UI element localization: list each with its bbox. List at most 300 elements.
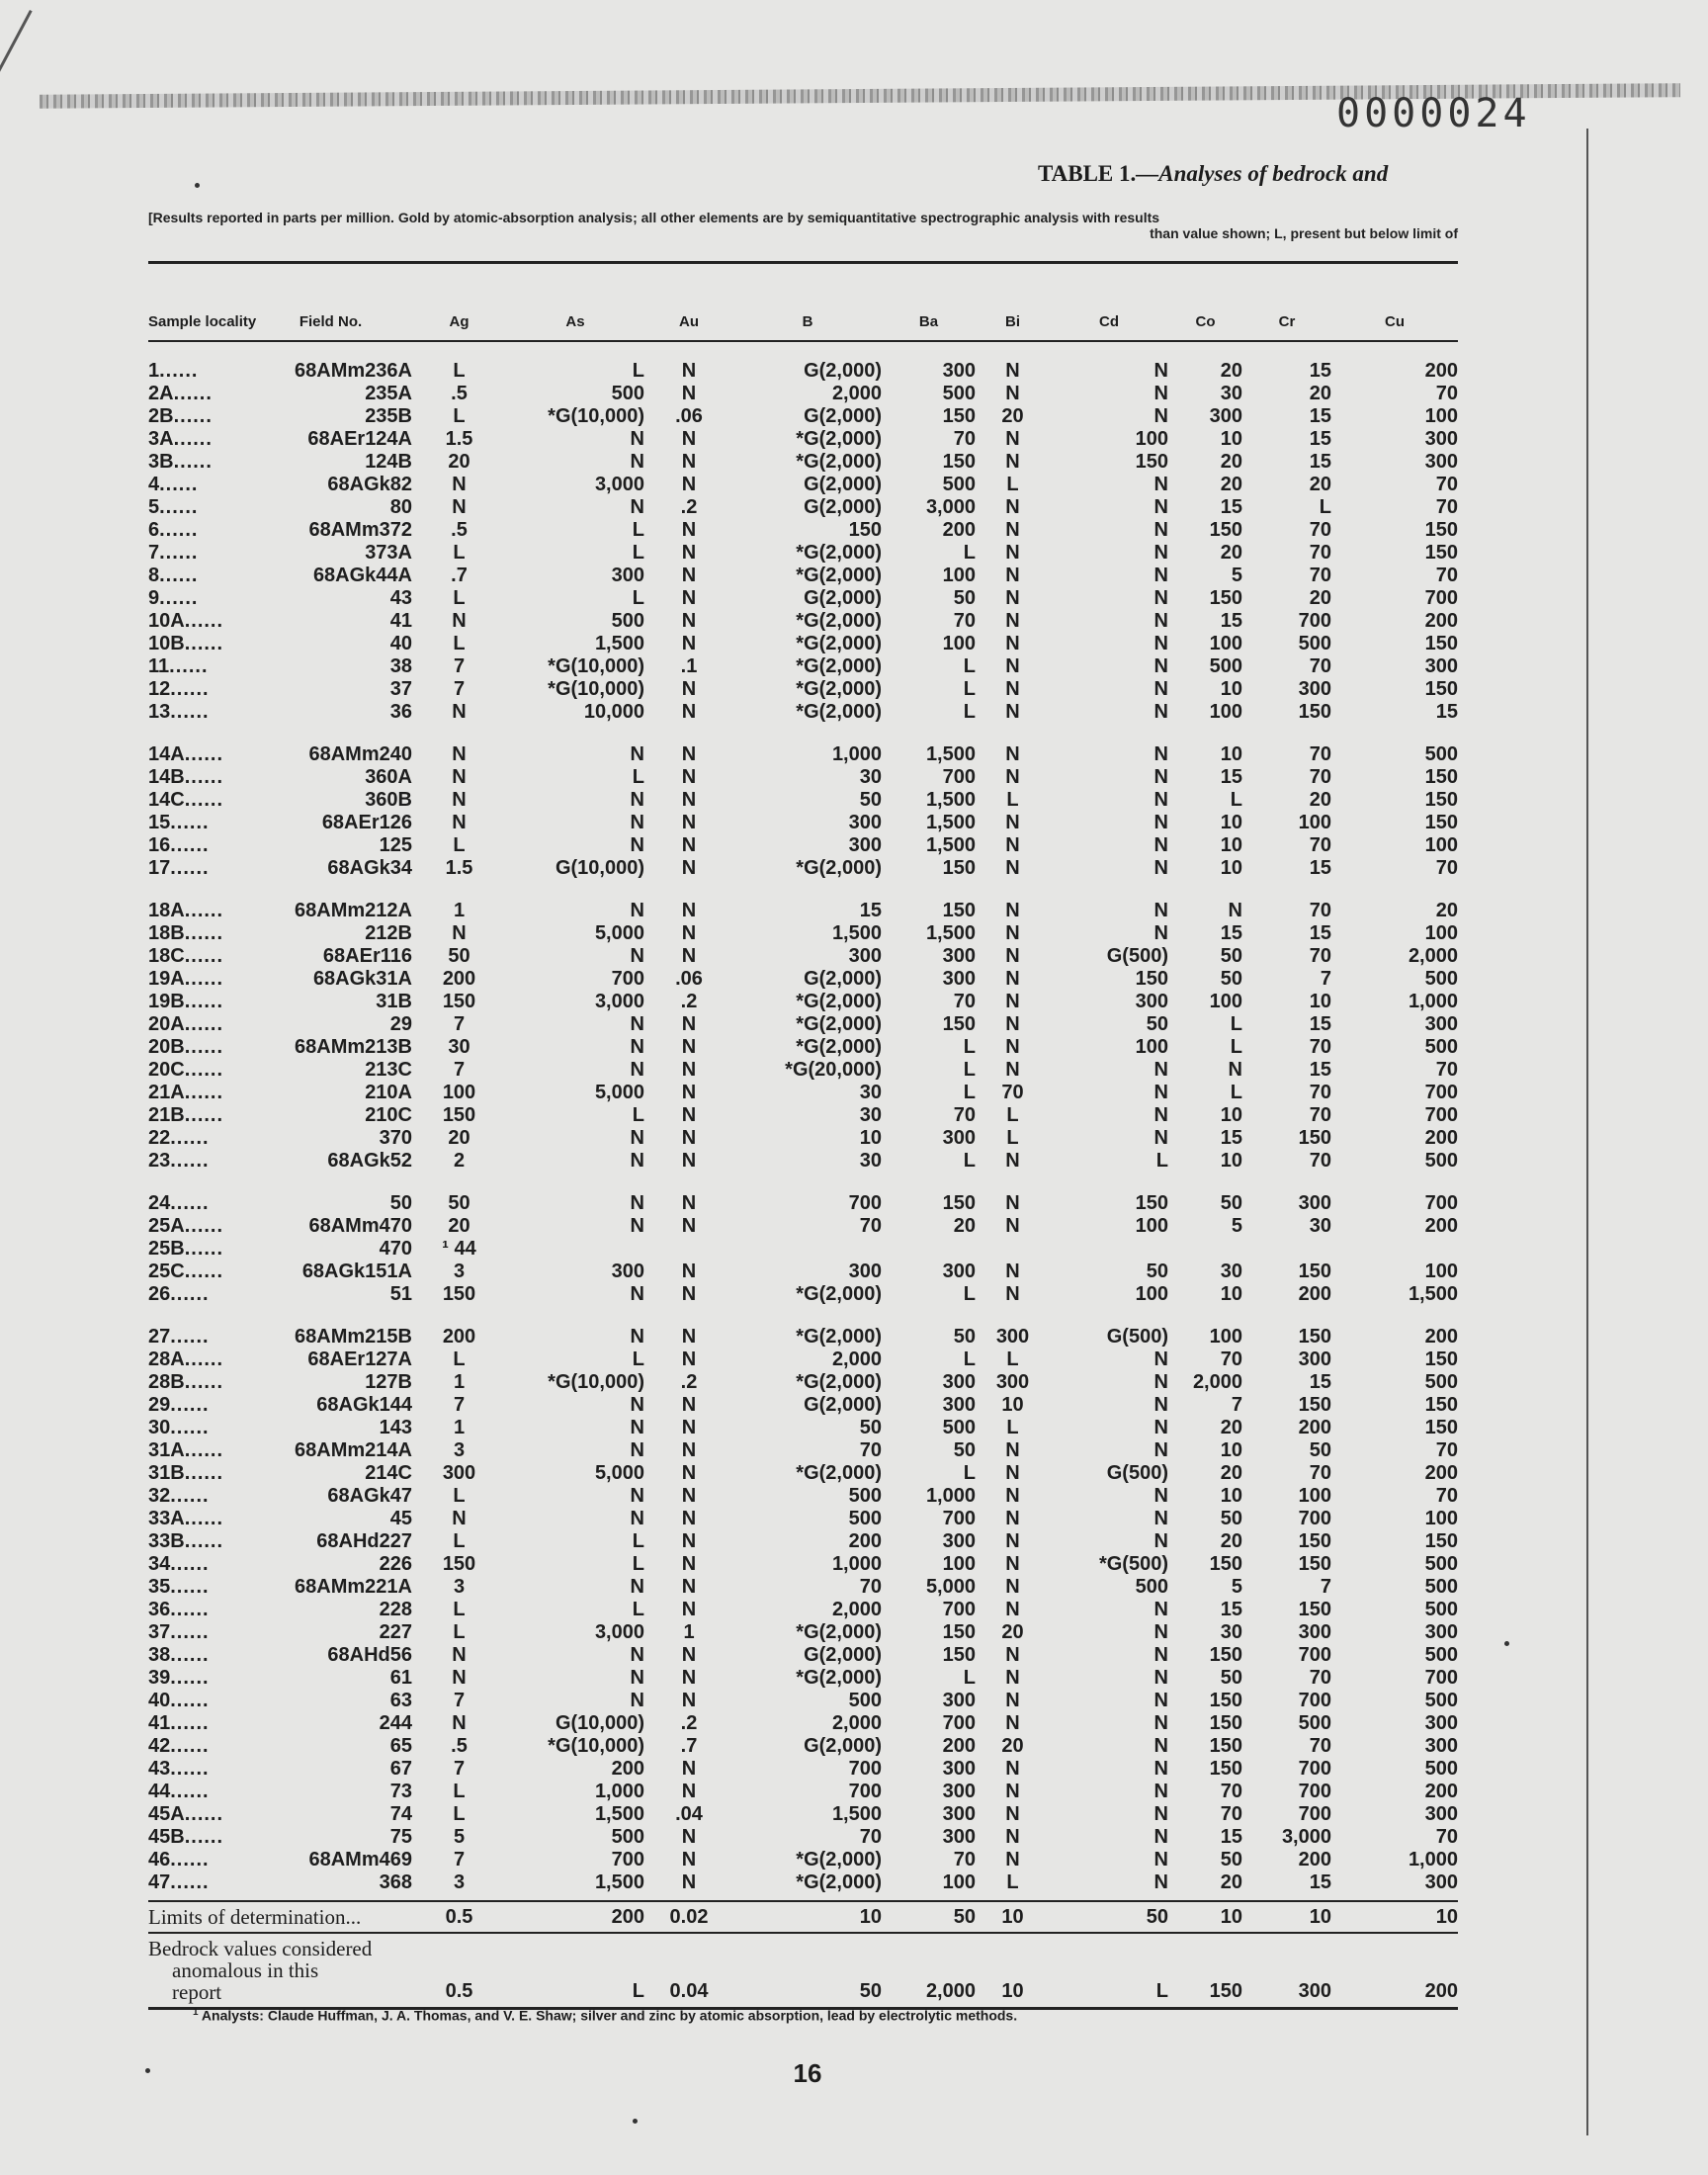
table-cell: N (1153, 1849, 1168, 1870)
table-cell: N (630, 1013, 644, 1035)
table-cell: N (1005, 1826, 1020, 1848)
table-cell: 3 (453, 1576, 466, 1598)
table-cell: 500 (1424, 1576, 1458, 1598)
table-cell: 150 (1135, 968, 1168, 990)
leader-dots: ...... (159, 474, 199, 495)
table-cell: 300 (942, 1690, 976, 1711)
table-cell: 150 (1209, 1735, 1242, 1757)
table-cell: 70 (1309, 1150, 1331, 1172)
table-cell: 300 (942, 945, 976, 967)
leader-dots: ...... (184, 1082, 224, 1103)
table-cell: 150 (942, 1621, 976, 1643)
table-cell: 300 (942, 968, 976, 990)
table-cell: L (632, 1104, 644, 1126)
leader-dots: ...... (184, 1059, 224, 1081)
table-cell: 500 (1424, 743, 1458, 765)
table-cell: *G(2,000) (796, 1013, 882, 1035)
table-cell: 150 (942, 1192, 976, 1214)
sample-locality-cell (148, 968, 249, 991)
table-cell: N (1005, 1283, 1020, 1305)
table-cell: N (681, 1348, 697, 1370)
table-cell: N (681, 1082, 697, 1103)
sample-locality-value: 5 (148, 496, 160, 518)
table-cell: G(2,000) (804, 496, 882, 518)
table-cell: N (1005, 1485, 1020, 1507)
table-cell: 5,000 (594, 1082, 644, 1103)
sample-locality-value: 20C (148, 1059, 185, 1081)
leader-dots: ...... (170, 1553, 210, 1575)
table-cell: N (630, 900, 644, 921)
table-cell: 70 (1435, 1439, 1458, 1461)
table-row (148, 1826, 1458, 1849)
table-cell: 100 (1209, 1326, 1242, 1348)
sample-locality-value: 46 (148, 1849, 171, 1870)
limits-row (148, 1902, 1458, 1932)
table-cell: 300 (942, 1261, 976, 1282)
table-cell (882, 1238, 976, 1261)
table-cell: 1,500 (594, 1871, 644, 1893)
table-cell: N (681, 945, 697, 967)
table-cell (976, 1238, 1050, 1261)
table-cell: N (681, 743, 697, 765)
sample-locality-value: 3A (148, 428, 174, 450)
table-cell: N (1005, 1036, 1020, 1058)
sample-locality-value: 8 (148, 565, 160, 586)
table-cell: 300 (848, 945, 882, 967)
sample-locality-value: 20A (148, 1013, 185, 1035)
table-cell: *G(2,000) (796, 655, 882, 677)
column-header: As (565, 312, 585, 330)
leader-dots: ...... (170, 1781, 210, 1802)
table-cell: 500 (611, 1826, 644, 1848)
sample-locality-value: 17 (148, 857, 171, 879)
table-cell: 15 (1309, 405, 1331, 427)
leader-dots: ...... (170, 1192, 210, 1214)
table-cell: N (681, 922, 697, 944)
table-cell: 100 (1209, 701, 1242, 723)
table-cell: 68AMm221A (295, 1576, 412, 1598)
sample-locality-cell (148, 655, 249, 678)
table-row (148, 1485, 1458, 1508)
table-cell: 300 (1424, 655, 1458, 677)
leader-dots: ...... (173, 405, 213, 427)
table-cell: 68AGk144 (316, 1394, 412, 1416)
sample-locality-value: 25B (148, 1238, 185, 1260)
sample-locality-value: 42 (148, 1735, 171, 1757)
table-cell: 70 (1309, 565, 1331, 586)
table-cell: 143 (379, 1417, 412, 1438)
table-cell: N (1005, 900, 1020, 921)
table-row (148, 1803, 1458, 1826)
sample-locality-value: 11 (148, 655, 170, 677)
table-cell: 2,000 (831, 1348, 882, 1370)
table-cell: 150 (942, 1013, 976, 1035)
table-cell: 100 (442, 1082, 476, 1103)
table-cell: 50 (953, 587, 976, 609)
table-cell: N (1153, 1871, 1168, 1893)
table-cell (733, 1238, 882, 1261)
table-cell: 15 (1309, 1013, 1331, 1035)
table-cell: N (1153, 565, 1168, 586)
sample-locality-cell (148, 1462, 249, 1485)
table-row (148, 1621, 1458, 1644)
table-cell: 30 (1220, 1621, 1242, 1643)
sample-locality-cell (148, 1508, 249, 1530)
table-cell: 50 (1146, 1013, 1168, 1035)
table-row (148, 1508, 1458, 1530)
table-cell: L (453, 587, 466, 609)
sample-locality-value: 18C (148, 945, 185, 967)
table-cell: 70 (1435, 565, 1458, 586)
table-cell: 100 (942, 1871, 976, 1893)
table-cell: .7 (680, 1735, 698, 1757)
table-cell: 300 (942, 1781, 976, 1802)
sample-locality-cell (148, 922, 249, 945)
table-cell: L (963, 1283, 976, 1305)
table-row (148, 766, 1458, 789)
table-cell: 300 (1209, 405, 1242, 427)
table-cell: 150 (1298, 1326, 1331, 1348)
table-row (148, 1439, 1458, 1462)
table-cell: 15 (1220, 922, 1242, 944)
table-cell: 500 (1298, 633, 1331, 654)
table-cell: 100 (1135, 1215, 1168, 1237)
sample-locality-cell (148, 1215, 249, 1238)
limit-value: 10 (1001, 1906, 1024, 1928)
table-cell: L (453, 1485, 466, 1507)
sample-locality-value: 22 (148, 1127, 171, 1149)
table-cell: N (681, 1553, 697, 1575)
table-cell: N (681, 812, 697, 833)
sample-locality-value: 10B (148, 633, 185, 654)
table-cell: N (681, 1394, 697, 1416)
table-cell: 210A (365, 1082, 412, 1103)
table-cell: N (681, 834, 697, 856)
table-cell: 300 (611, 565, 644, 586)
table-cell: 150 (942, 451, 976, 473)
sample-locality-value: 31A (148, 1439, 185, 1461)
table-cell: N (681, 1326, 697, 1348)
table-cell: L (632, 1348, 644, 1370)
table-cell: N (1153, 383, 1168, 404)
table-cell: 20 (1001, 1735, 1024, 1757)
table-cell: N (681, 1215, 697, 1237)
table-cell: 68AEr116 (322, 945, 412, 967)
table-cell: 70 (859, 1576, 882, 1598)
table-cell: 2 (453, 1150, 466, 1172)
table-cell: N (1005, 1781, 1020, 1802)
table-row (148, 1036, 1458, 1059)
leader-dots: ...... (159, 519, 199, 541)
table-cell: 1,500 (925, 743, 976, 765)
sample-locality-cell (148, 1712, 249, 1735)
table-cell: 3,000 (594, 474, 644, 495)
table-cell: 20 (448, 1127, 470, 1149)
scan-speck (633, 2119, 638, 2124)
table-row (148, 1781, 1458, 1803)
table-cell: 300 (995, 1326, 1030, 1348)
table-cell: N (1005, 1712, 1020, 1734)
sample-locality-value: 35 (148, 1576, 171, 1598)
table-cell: 360B (365, 789, 412, 811)
table-cell: N (452, 496, 467, 518)
table-row (148, 383, 1458, 405)
table-cell: *G(2,000) (796, 857, 882, 879)
table-cell: .5 (451, 1735, 468, 1757)
table-cell: 70 (1309, 1036, 1331, 1058)
table-cell: 50 (448, 1192, 470, 1214)
table-cell: 50 (953, 1439, 976, 1461)
table-cell: 70 (1309, 945, 1331, 967)
sample-locality-cell (148, 945, 249, 968)
table-cell: G(2,000) (804, 1394, 882, 1416)
leader-dots: ...... (184, 1036, 224, 1058)
table-cell: 50 (448, 945, 470, 967)
table-cell: 2,000 (831, 1712, 882, 1734)
sample-locality-value: 30 (148, 1417, 171, 1438)
table-cell: 68AGk31A (312, 968, 412, 990)
table-cell: N (1153, 1371, 1168, 1393)
table-cell: N (1005, 743, 1020, 765)
table-cell: N (1005, 1013, 1020, 1035)
table-row (148, 655, 1458, 678)
table-cell: 80 (389, 496, 412, 518)
table-cell: .06 (675, 405, 703, 427)
sample-locality-cell (148, 451, 249, 474)
leader-dots: ...... (170, 1576, 210, 1598)
sample-locality-value: 24 (148, 1192, 171, 1214)
table-cell: 30 (859, 1104, 882, 1126)
table-cell: *G(2,000) (796, 701, 882, 723)
column-header: Cu (1385, 312, 1405, 330)
table-cell: 300 (942, 1803, 976, 1825)
table-cell: 370 (379, 1127, 412, 1149)
sample-locality-value: 6 (148, 519, 160, 541)
table-cell: 7 (453, 678, 466, 700)
table-cell: 700 (1298, 1508, 1331, 1529)
table-cell: N (1153, 655, 1168, 677)
table-cell: 3 (453, 1439, 466, 1461)
sample-locality-cell (148, 1013, 249, 1036)
table-cell: 214C (365, 1462, 412, 1484)
table-cell: 300 (1424, 1712, 1458, 1734)
table-cell: 125 (379, 834, 412, 856)
table-cell: L (632, 1530, 644, 1552)
table-cell: 700 (1424, 587, 1458, 609)
table-cell: 15 (1309, 428, 1331, 450)
table-cell: 100 (1424, 405, 1458, 427)
table-cell: 1.5 (445, 428, 473, 450)
table-cell: 228 (379, 1599, 412, 1620)
table-cell: N (630, 1150, 644, 1172)
leader-dots: ...... (173, 451, 213, 473)
table-row (148, 1059, 1458, 1082)
table-cell: L (1230, 789, 1242, 811)
table-cell: 150 (1424, 1417, 1458, 1438)
table-cell: 15 (1309, 1371, 1331, 1393)
table-cell: L (963, 1348, 976, 1370)
sample-locality-cell (148, 834, 249, 857)
table-cell: *G(2,000) (796, 1462, 882, 1484)
table-cell: *G(2,000) (796, 633, 882, 654)
table-cell: G(2,000) (804, 1644, 882, 1666)
table-cell: 43 (389, 587, 412, 609)
table-cell: .5 (451, 519, 468, 541)
table-cell: N (630, 834, 644, 856)
table-cell: 150 (1298, 1261, 1331, 1282)
table-cell: 300 (1424, 1013, 1458, 1035)
table-cell: 100 (1424, 922, 1458, 944)
table-cell: 500 (1424, 1371, 1458, 1393)
sample-locality-cell (148, 383, 249, 405)
table-row (148, 922, 1458, 945)
sample-locality-cell (148, 474, 249, 496)
sample-locality-cell (148, 1261, 249, 1283)
table-cell: L (453, 1530, 466, 1552)
table-cell: 68AHd56 (327, 1644, 412, 1666)
table-title (1038, 161, 1388, 187)
sample-locality-cell (148, 678, 249, 701)
table-cell: L (632, 587, 644, 609)
table-cell: 1,500 (925, 922, 976, 944)
table-cell: 150 (1424, 1530, 1458, 1552)
table-cell: N (681, 542, 697, 564)
table-cell: 150 (1209, 1553, 1242, 1575)
table-cell: 70 (1309, 1735, 1331, 1757)
table-cell: N (630, 1576, 644, 1598)
table-cell: N (1153, 922, 1168, 944)
table-cell: 70 (1309, 1667, 1331, 1689)
table-cell: N (452, 922, 467, 944)
rule-above-limits (148, 1900, 1458, 1902)
table-cell: L (963, 1082, 976, 1103)
anomalous-value: 0.5 (445, 1980, 473, 2002)
sample-locality-value: 2A (148, 383, 174, 404)
table-cell: 68AGk34 (327, 857, 412, 879)
table-cell: 100 (1424, 1261, 1458, 1282)
table-row (148, 968, 1458, 991)
table-cell: 700 (1298, 610, 1331, 632)
leader-dots: ...... (173, 428, 213, 450)
table-cell: 150 (1424, 519, 1458, 541)
table-cell: 200 (442, 1326, 476, 1348)
sample-locality-cell (148, 405, 249, 428)
table-cell: N (630, 1059, 644, 1081)
table-cell: 15 (1220, 1127, 1242, 1149)
table-cell: N (1005, 1462, 1020, 1484)
table-cell: 700 (848, 1192, 882, 1214)
table-cell: N (1005, 857, 1020, 879)
table-cell: 100 (1209, 633, 1242, 654)
table-cell: N (681, 1576, 697, 1598)
table-cell: 20 (1309, 474, 1331, 495)
rule-above-anomalous (148, 1932, 1458, 1934)
leader-dots: ...... (170, 678, 210, 700)
table-cell: N (1153, 1735, 1168, 1757)
table-cell: 50 (859, 1417, 882, 1438)
leader-dots: ...... (170, 1849, 210, 1870)
sample-locality-value: 15 (148, 812, 171, 833)
table-cell: 15 (1220, 496, 1242, 518)
table-cell: 41 (389, 610, 412, 632)
table-row (148, 474, 1458, 496)
sample-locality-cell (148, 1348, 249, 1371)
table-cell: L (632, 360, 644, 382)
table-row (148, 1150, 1458, 1173)
table-cell: G(2,000) (804, 360, 882, 382)
table-row (148, 1326, 1458, 1348)
table-cell: 20 (1220, 542, 1242, 564)
table-cell: 1,500 (925, 834, 976, 856)
leader-dots: ...... (184, 900, 224, 921)
table-cell: N (452, 701, 467, 723)
table-cell: 68AGk151A (301, 1261, 412, 1282)
group-spacer (148, 1173, 1458, 1192)
table-cell: N (681, 1261, 697, 1282)
leader-dots: ...... (170, 812, 210, 833)
table-cell: 30 (859, 766, 882, 788)
table-cell: 30 (1309, 1215, 1331, 1237)
table-cell: 70 (859, 1826, 882, 1848)
sample-locality-value: 10A (148, 610, 185, 632)
table-cell: 200 (942, 1735, 976, 1757)
sample-locality-cell (148, 633, 249, 655)
sample-locality-cell (148, 1690, 249, 1712)
leader-dots: ...... (184, 922, 224, 944)
table-cell: N (1153, 587, 1168, 609)
table-cell: N (1153, 1082, 1168, 1103)
table-cell: 50 (859, 789, 882, 811)
sample-locality-cell (148, 812, 249, 834)
table-cell: N (1005, 587, 1020, 609)
table-cell: 150 (942, 900, 976, 921)
table-cell: 300 (995, 1371, 1030, 1393)
table-cell: 500 (942, 1417, 976, 1438)
table-cell: N (1005, 655, 1020, 677)
table-cell: 150 (442, 1104, 476, 1126)
table-cell: N (681, 1485, 697, 1507)
table-cell: N (1153, 1530, 1168, 1552)
table-cell: 15 (1309, 922, 1331, 944)
table-cell (644, 1238, 733, 1261)
table-cell: L (453, 834, 466, 856)
table-cell: *G(10,000) (548, 1371, 644, 1393)
table-cell: 150 (1298, 701, 1331, 723)
table-cell: L (963, 655, 976, 677)
limit-value: 200 (611, 1906, 644, 1928)
leader-dots: ...... (170, 701, 210, 723)
table-cell: 50 (1220, 1667, 1242, 1689)
table-cell: 300 (1298, 1621, 1331, 1643)
limit-value: 10 (1220, 1906, 1242, 1928)
table-cell: 7 (453, 1849, 466, 1870)
table-cell: .1 (680, 655, 698, 677)
table-row (148, 1417, 1458, 1439)
sample-locality-cell (148, 789, 249, 812)
table-cell: 300 (1298, 678, 1331, 700)
table-cell: L (632, 1599, 644, 1620)
table-row (148, 1553, 1458, 1576)
table-row (148, 405, 1458, 428)
table-cell: *G(2,000) (796, 1871, 882, 1893)
table-cell: N (1153, 474, 1168, 495)
table-cell: N (1005, 451, 1020, 473)
table-cell: 7 (453, 1690, 466, 1711)
column-header: Cr (1278, 312, 1296, 330)
table-cell: L (1006, 1417, 1019, 1438)
table-cell: 15 (1220, 1599, 1242, 1620)
sample-locality-value: 45A (148, 1803, 185, 1825)
